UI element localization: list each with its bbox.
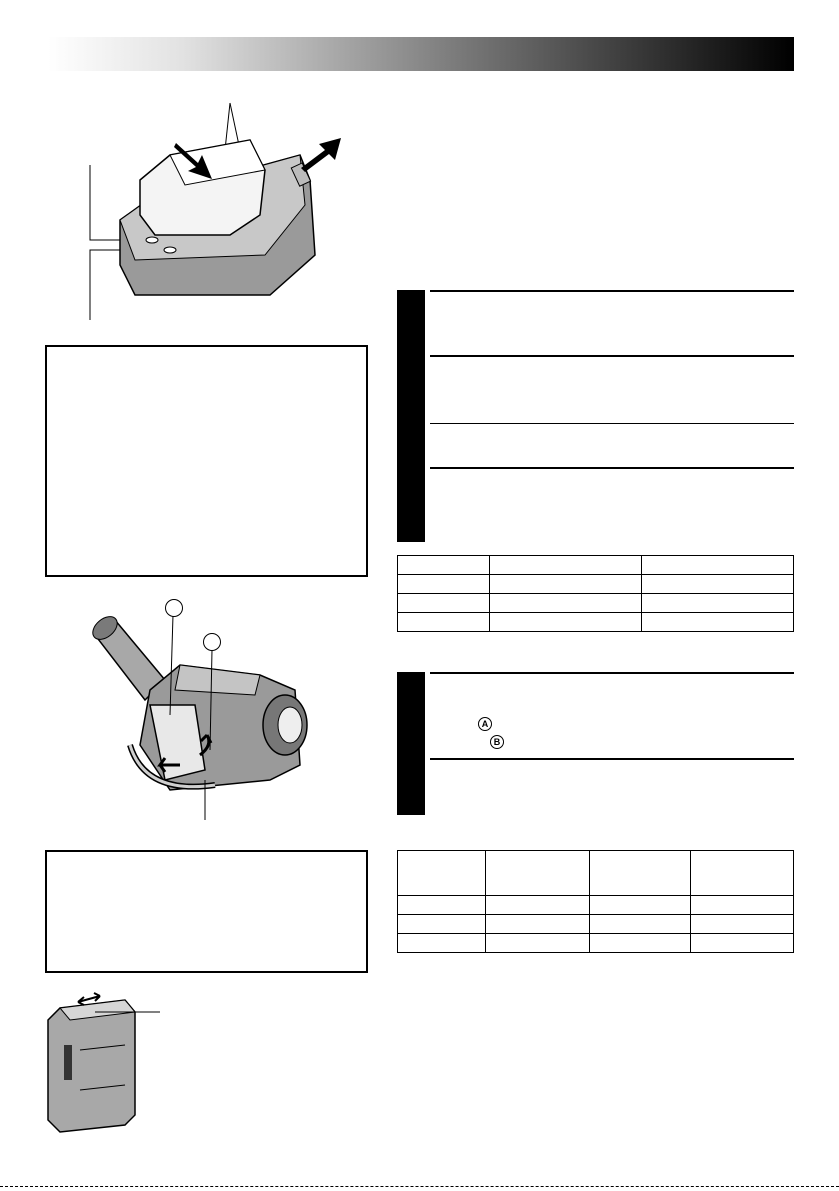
table-row bbox=[398, 594, 794, 613]
header-bar bbox=[48, 37, 794, 71]
marker-b: B bbox=[490, 735, 504, 749]
camcorder-illustration bbox=[85, 595, 315, 820]
table-row bbox=[398, 896, 794, 915]
step-bar-1 bbox=[397, 290, 425, 542]
table-2 bbox=[397, 850, 794, 953]
table-row bbox=[398, 613, 794, 632]
arrow-down-right-icon bbox=[170, 135, 220, 185]
rule bbox=[430, 355, 794, 357]
table-row bbox=[398, 556, 794, 575]
marker-a: A bbox=[478, 717, 492, 731]
note-box-2 bbox=[45, 850, 368, 973]
rule bbox=[430, 290, 794, 292]
battery-illustration bbox=[40, 990, 180, 1140]
table-row bbox=[398, 575, 794, 594]
double-arrow-icon bbox=[76, 992, 102, 1006]
table-row bbox=[398, 934, 794, 953]
callout-circle-b bbox=[203, 633, 221, 651]
note-box-1 bbox=[45, 345, 368, 577]
rule bbox=[430, 672, 794, 674]
table-row bbox=[398, 915, 794, 934]
table-1 bbox=[397, 555, 794, 632]
callout-circle-a bbox=[165, 599, 183, 617]
rule bbox=[430, 423, 794, 424]
table-row bbox=[398, 851, 794, 896]
rule bbox=[430, 758, 794, 760]
step-bar-2 bbox=[397, 672, 425, 815]
rule bbox=[430, 467, 794, 469]
bottom-rule bbox=[0, 1186, 839, 1188]
arrow-up-right-icon bbox=[295, 130, 345, 175]
